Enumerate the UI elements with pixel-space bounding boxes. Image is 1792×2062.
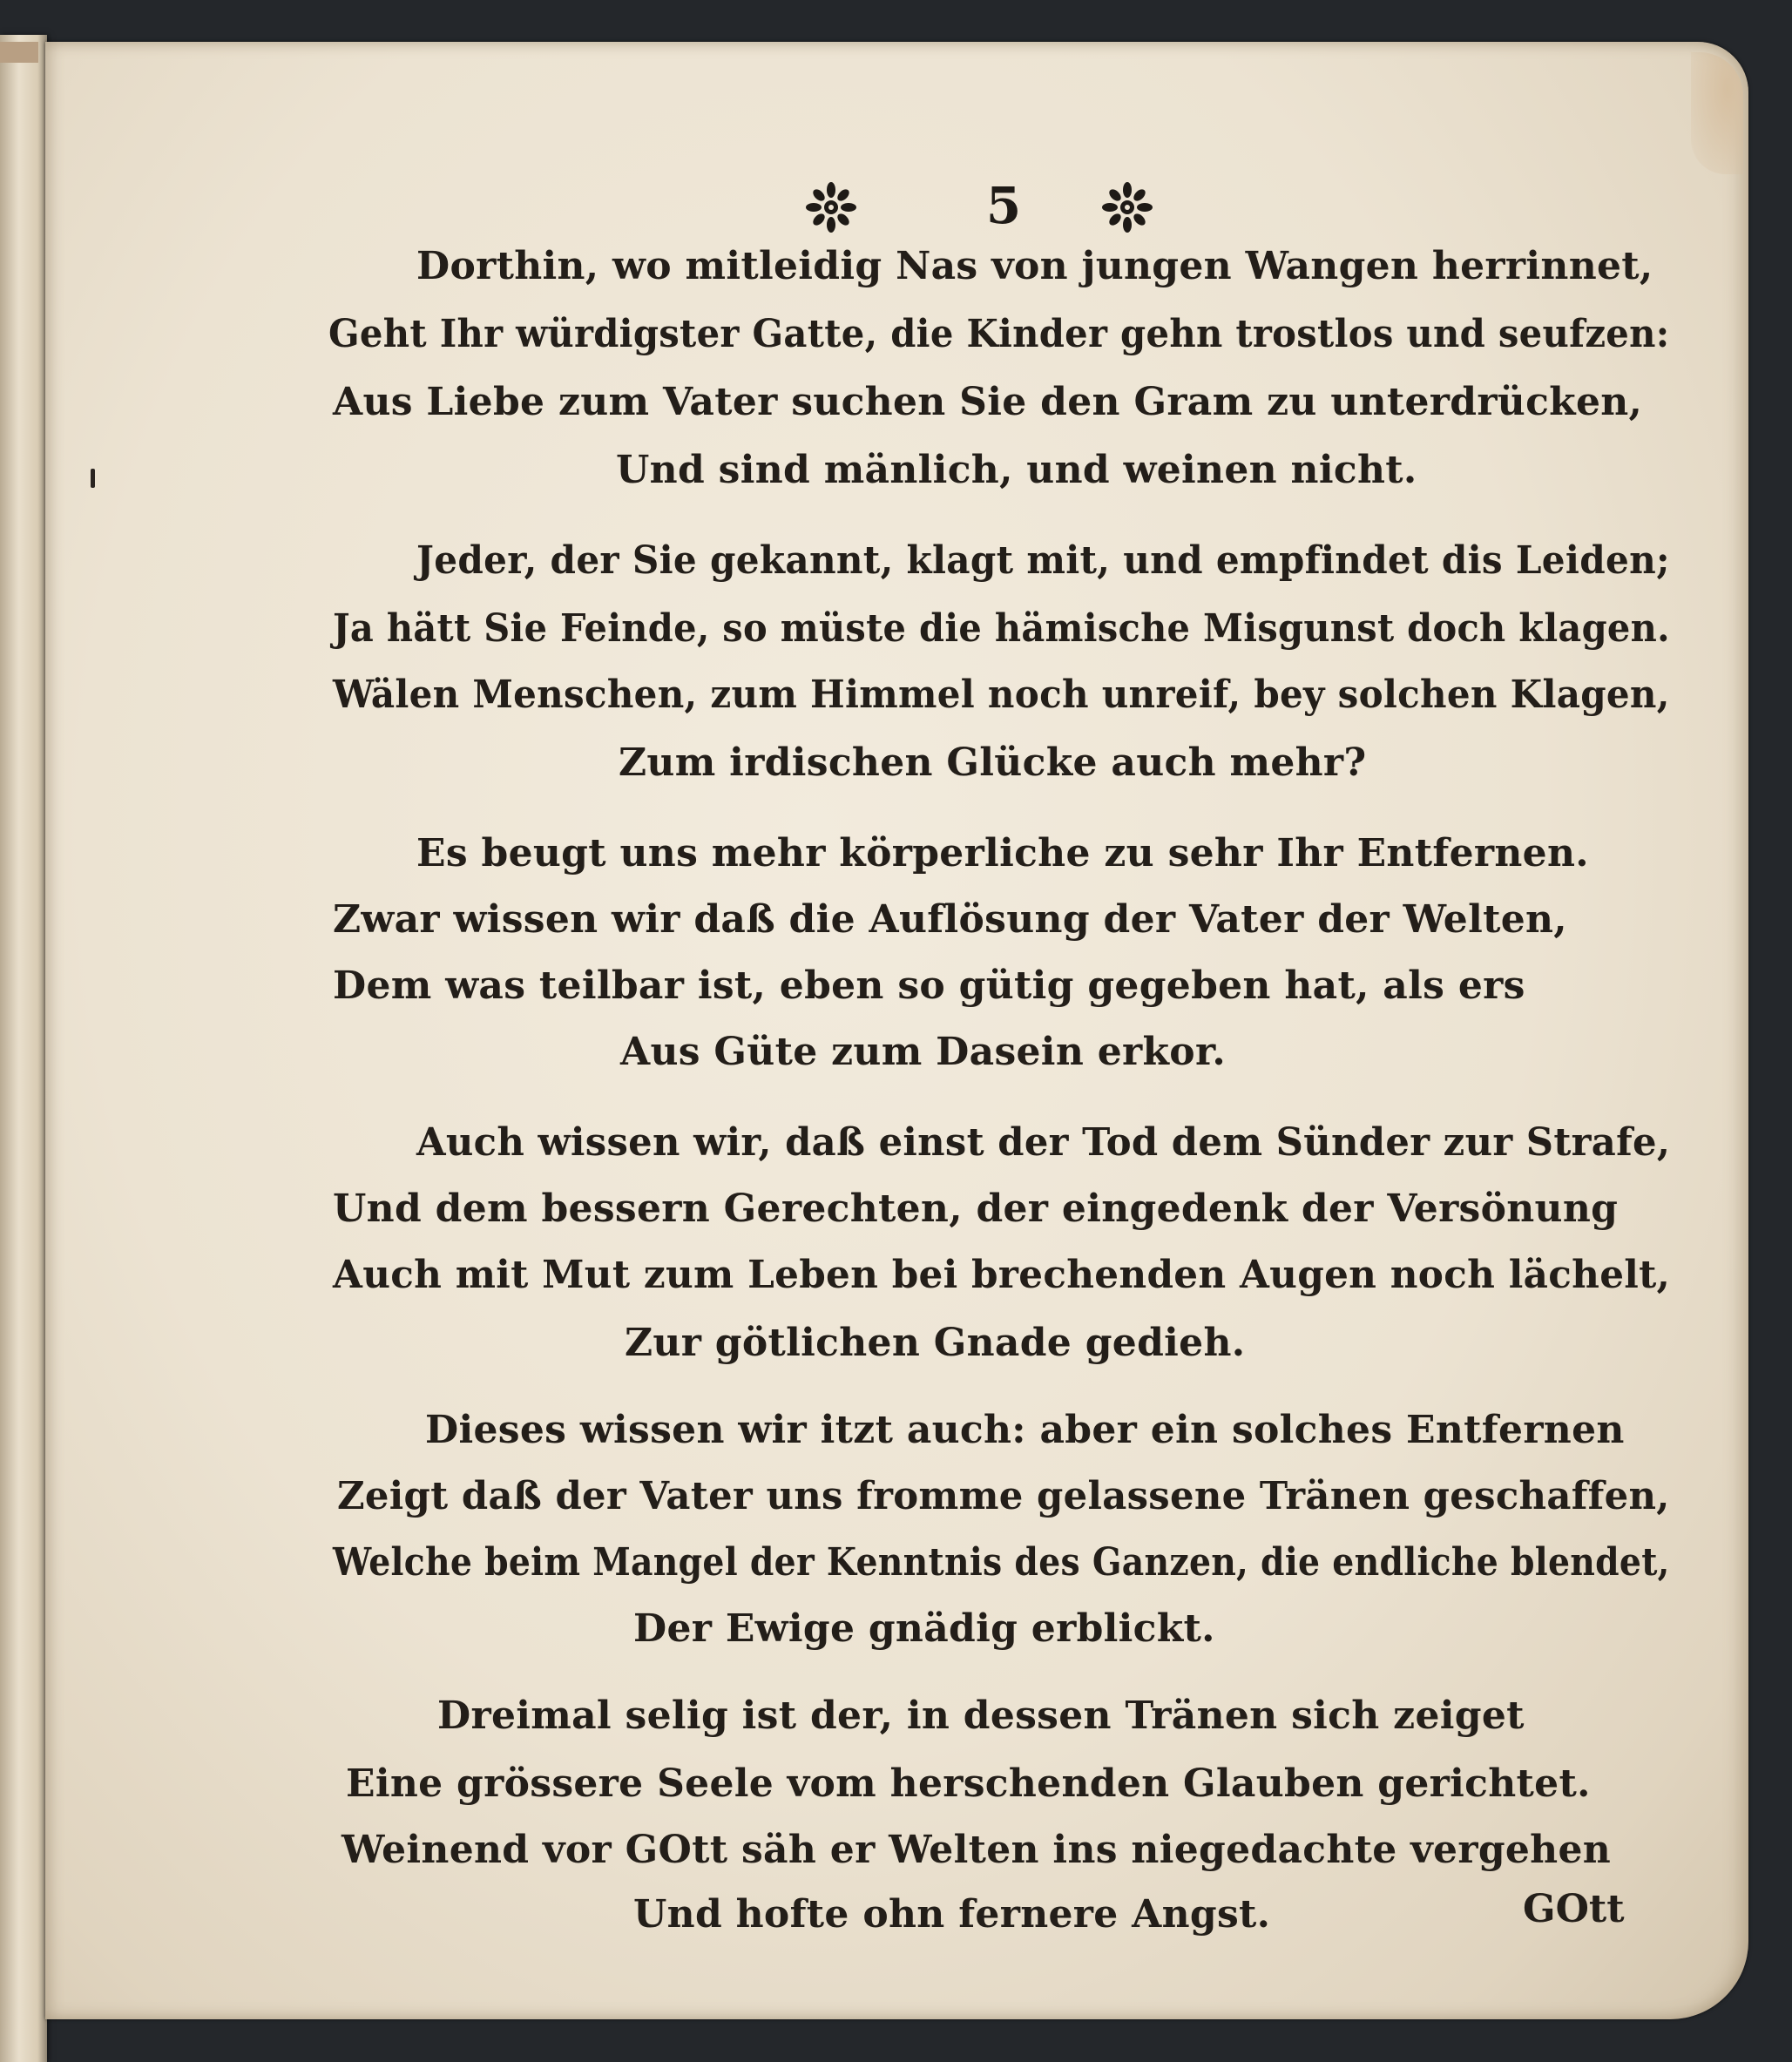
corner-stain (1691, 52, 1743, 174)
verse-line: Aus Güte zum Dasein erkor. (620, 1030, 1226, 1074)
verse-line: Dorthin, wo mitleidig Nas von jungen Wangen herrinnet, (416, 244, 1653, 288)
verse-line: Dem was teilbar ist, eben so gütig gegeben hat, als ers (333, 963, 1525, 1008)
verse-line: Ja hätt Sie Feinde, so müste die hämische Misgunst doch klagen. (333, 606, 1670, 651)
verse-line: Zwar wissen wir daß die Auflösung der Vater der Welten, (333, 897, 1567, 942)
verse-line: Wälen Menschen, zum Himmel noch unreif, bey solchen Klagen, (333, 673, 1670, 717)
verse-line: Und sind mänlich, und weinen nicht. (616, 448, 1417, 492)
verse-line: Es beugt uns mehr körperliche zu sehr Ihr Entfernen. (416, 831, 1589, 876)
rosette-ornament-icon (1101, 181, 1153, 233)
verse-line: Dieses wissen wir itzt auch: aber ein solches Entfernen (425, 1408, 1625, 1452)
verse-line: Und dem bessern Gerechten, der eingedenk der Versönung (333, 1186, 1619, 1231)
verse-line: Weinend vor GOtt säh er Welten ins niegedachte vergehen (341, 1828, 1612, 1872)
verse-line: Auch wissen wir, daß einst der Tod dem Sünder zur Strafe, (416, 1120, 1671, 1165)
verse-line: Auch mit Mut zum Leben bei brechenden Augen noch lächelt, (333, 1253, 1671, 1297)
verse-line: Zeigt daß der Vater uns fromme gelassene Tränen geschaffen, (337, 1474, 1670, 1518)
left-page-tab (0, 42, 38, 63)
verse-line: Aus Liebe zum Vater suchen Sie den Gram zu unterdrücken, (333, 380, 1643, 424)
verse-line: Und hofte ohn fernere Angst. (633, 1892, 1271, 1937)
verse-line: Zum irdischen Glücke auch mehr? (619, 740, 1367, 785)
verse-line: Dreimal selig ist der, in dessen Tränen sich zeiget (437, 1694, 1525, 1738)
verse-line: Welche beim Mangel der Kenntnis des Ganzen, die endliche blendet, (333, 1540, 1670, 1585)
rosette-ornament-icon (805, 181, 857, 233)
page-header (45, 176, 1748, 242)
verse-line: Der Ewige gnädig erblickt. (633, 1606, 1215, 1651)
left-page-edge (0, 35, 47, 2062)
verse-line: Eine grössere Seele vom herschenden Glauben gerichtet. (346, 1761, 1591, 1806)
page-number: 5 (985, 176, 1022, 235)
book-page (45, 42, 1748, 2019)
verse-line: Geht Ihr würdigster Gatte, die Kinder gehn trostlos und seufzen: (328, 312, 1670, 356)
margin-mark (91, 469, 95, 488)
verse-line: Zur götlichen Gnade gedieh. (625, 1321, 1246, 1365)
verse-line: Jeder, der Sie gekannt, klagt mit, und empfindet dis Leiden; (416, 538, 1670, 583)
catchword: GOtt (1523, 1887, 1625, 1931)
